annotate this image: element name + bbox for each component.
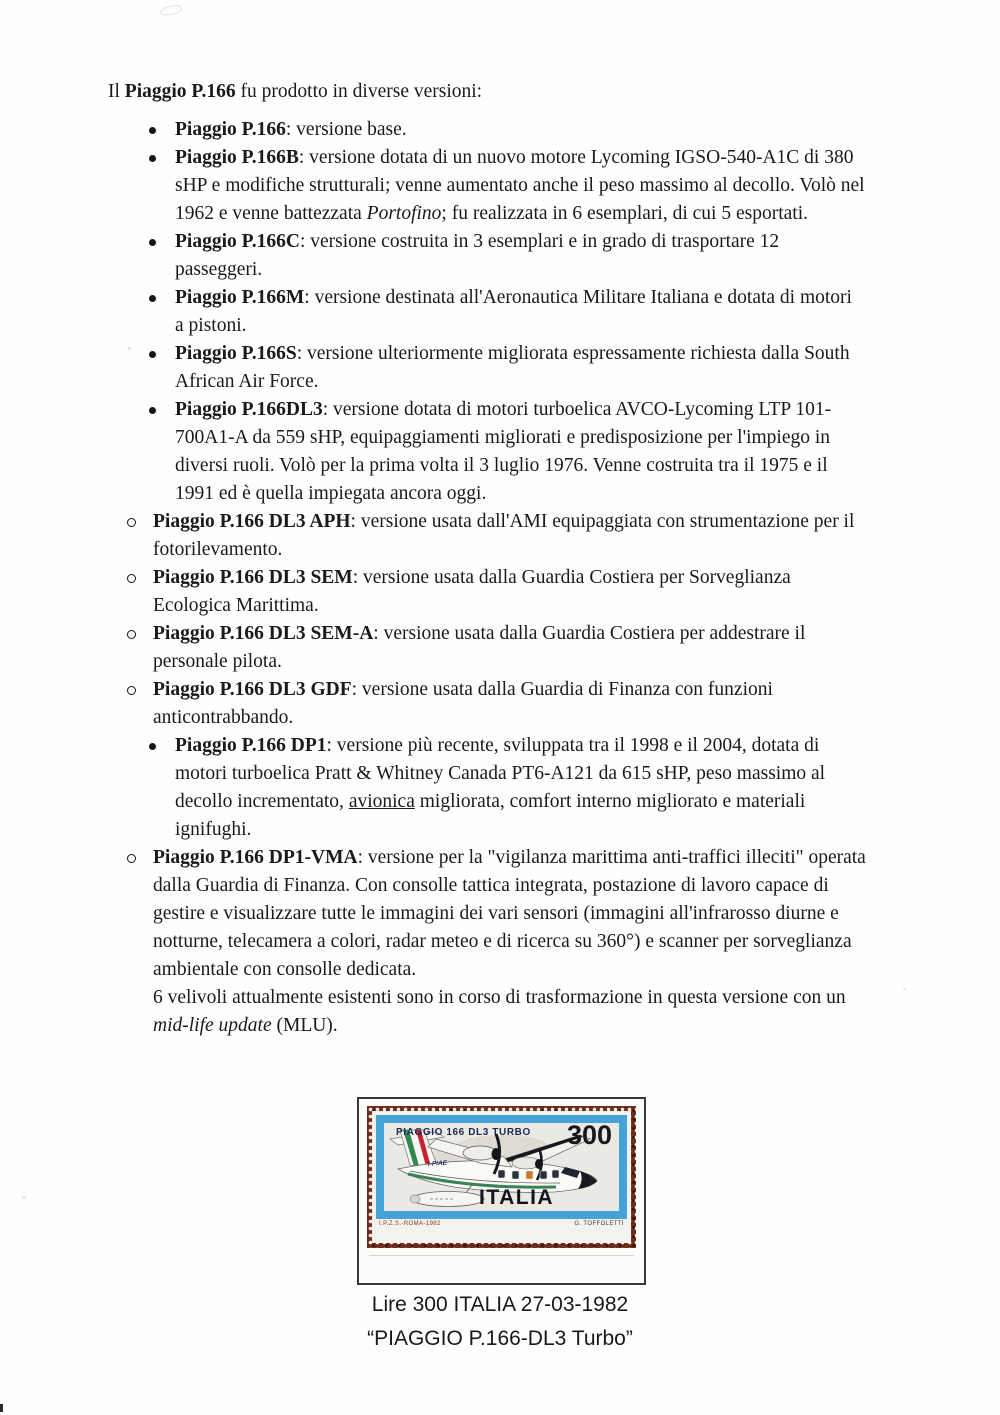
bullet-icon — [127, 518, 136, 527]
list-item — [108, 144, 865, 228]
intro-paragraph — [108, 78, 883, 106]
stamp-caption — [0, 1288, 1000, 1356]
item-title: Piaggio P.166DL3 — [175, 399, 323, 420]
continuation-paragraph — [153, 984, 867, 1040]
continuation-pre: 6 velivoli attualmente esistenti sono in corso di trasformazione in questa versione con un — [153, 987, 846, 1008]
stamp-blue-frame — [376, 1115, 627, 1219]
item-title: Piaggio P.166B — [175, 147, 299, 168]
list-item-text — [175, 147, 865, 224]
item-title: Piaggio P.166 DL3 SEM-A — [153, 623, 374, 644]
list-item-text — [153, 623, 805, 672]
item-body: : versione destinata all'Aeronautica Militare Italiana e dotata di motori a pistoni. — [175, 287, 852, 336]
stamp-paper — [372, 1111, 631, 1243]
caption-line-2: “PIAGGIO P.166-DL3 Turbo” — [367, 1327, 633, 1350]
item-body: : versione costruita in 3 esemplari e in grado di trasportare 12 passeggeri. — [175, 231, 780, 280]
continuation-post: (MLU). — [271, 1015, 338, 1036]
list-item — [108, 228, 865, 284]
item-body: : versione usata dalla Guardia di Finanza con funzioni anticontrabbando. — [153, 679, 773, 728]
list-item-text — [175, 231, 779, 280]
version-list — [108, 116, 883, 984]
bullet-icon — [149, 743, 156, 750]
item-title: Piaggio P.166 DP1-VMA — [153, 847, 358, 868]
list-item — [108, 284, 865, 340]
continuation-italic: mid-life update — [153, 1015, 272, 1036]
bullet-icon — [127, 574, 136, 583]
stamp-artist-credit: G. TOFFOLETTI — [574, 1221, 624, 1227]
item-body: : versione ulteriormente migliorata espressamente richiesta dalla South African Air Force. — [175, 343, 850, 392]
list-item-text — [175, 287, 852, 336]
item-title: Piaggio P.166 DL3 GDF — [153, 679, 352, 700]
list-item — [108, 844, 867, 984]
stamp-country: ITALIA — [479, 1186, 555, 1209]
list-item-text — [175, 735, 825, 840]
item-body-end: ; fu realizzata in 6 esemplari, di cui 5 esportati. — [441, 203, 808, 224]
item-body: : versione usata dall'AMI equipaggiata con strumentazione per il fotorilevamento. — [153, 511, 855, 560]
list-item-text — [153, 679, 773, 728]
list-item-text — [175, 399, 831, 504]
intro-post: fu prodotto in diverse versioni: — [235, 81, 483, 102]
item-title: Piaggio P.166 DL3 SEM — [153, 567, 353, 588]
list-item-text — [175, 343, 850, 392]
list-item — [108, 732, 865, 844]
item-title: Piaggio P.166S — [175, 343, 297, 364]
list-item-text — [153, 847, 866, 980]
bullet-icon — [149, 351, 156, 358]
bullet-icon — [149, 155, 156, 162]
item-body: : versione usata dalla Guardia Costiera per Sorveglianza Ecologica Marittima. — [153, 567, 791, 616]
bullet-icon — [127, 854, 136, 863]
bullet-icon — [149, 239, 156, 246]
item-body: : versione per la "vigilanza marittima anti-traffici illeciti" operata dalla Guardia di Finanza. Con consolle tattica integrata, postazione di lavoro capace di gestire e visualizzare tutte le immagini dei vari sensori (immagini all'infrarosso diurne e notturne, telecamera a colori, radar meteo e di ricerca su 360°) e scanner per sorveglianza ambientale con consolle dedicata. — [153, 847, 866, 980]
bullet-icon — [149, 407, 156, 414]
scan-edge-mark — [0, 1404, 3, 1412]
list-item — [108, 676, 867, 732]
stamp-panel — [384, 1123, 619, 1211]
bullet-icon — [149, 127, 156, 134]
item-body: : versione base. — [285, 119, 407, 140]
list-item — [108, 564, 867, 620]
item-title: Piaggio P.166 DL3 APH — [153, 511, 351, 532]
stamp-value: 300 — [566, 1123, 612, 1150]
item-emphasis: Portofino — [366, 203, 442, 224]
caption-line-1: Lire 300 ITALIA 27-03-1982 — [371, 1293, 629, 1316]
list-item — [108, 620, 867, 676]
list-item — [108, 340, 865, 396]
scan-artifact — [159, 4, 182, 17]
bullet-icon — [127, 686, 136, 695]
stamp-printer-credit: I.P.Z.S.-ROMA-1982 — [379, 1221, 441, 1227]
item-title: Piaggio P.166 DP1 — [175, 735, 327, 756]
item-title: Piaggio P.166 — [175, 119, 286, 140]
stamp-credits — [379, 1221, 624, 1227]
item-body-end: migliorata, comfort interno migliorato e materiali ignifughi. — [175, 791, 806, 840]
intro-bold: Piaggio P.166 — [124, 81, 236, 102]
list-item-text — [175, 119, 407, 140]
item-title: Piaggio P.166M — [175, 287, 305, 308]
list-item — [108, 508, 867, 564]
list-item — [108, 396, 865, 508]
item-body: : versione dotata di motori turboelica AVCO-Lycoming LTP 101-700A1-A da 559 sHP, equipaggiamenti migliorati e predisposizione per l'impiego in diversi ruoli. Volò per la prima volta il 3 luglio 1976. Venne costruita tra il 1975 e il 1991 ed è quella impiegata ancora oggi. — [175, 399, 832, 504]
item-emphasis: avionica — [348, 791, 415, 812]
item-title: Piaggio P.166C — [175, 231, 300, 252]
stamp-photo — [357, 1097, 646, 1285]
item-body: : versione più recente, sviluppata tra il 1998 e il 2004, dotata di motori turboelica Pratt & Whitney Canada PT6-A121 da 615 sHP, peso massimo al decollo incrementato, — [175, 735, 826, 812]
photo-strip-line — [369, 1255, 634, 1256]
scan-speck — [22, 1196, 26, 1199]
intro-pre: Il — [108, 81, 125, 102]
bullet-icon — [127, 630, 136, 639]
postage-stamp — [367, 1106, 636, 1248]
list-item-text — [153, 511, 854, 560]
document-body — [108, 78, 883, 1040]
bullet-icon — [149, 295, 156, 302]
stamp-title: PIAGGIO 166 DL3 TURBO — [396, 1127, 531, 1138]
item-body: : versione dotata di un nuovo motore Lycoming IGSO-540-A1C di 380 sHP e modifiche strutturali; venne aumentato anche il peso massimo al decollo. Volò nel 1962 e venne battezzata — [175, 147, 865, 224]
scan-speck — [903, 988, 906, 990]
list-item — [108, 116, 865, 144]
stamp-registration: I-PIAE — [427, 1159, 448, 1168]
list-item-text — [153, 567, 791, 616]
item-body: : versione usata dalla Guardia Costiera per addestrare il personale pilota. — [153, 623, 806, 672]
